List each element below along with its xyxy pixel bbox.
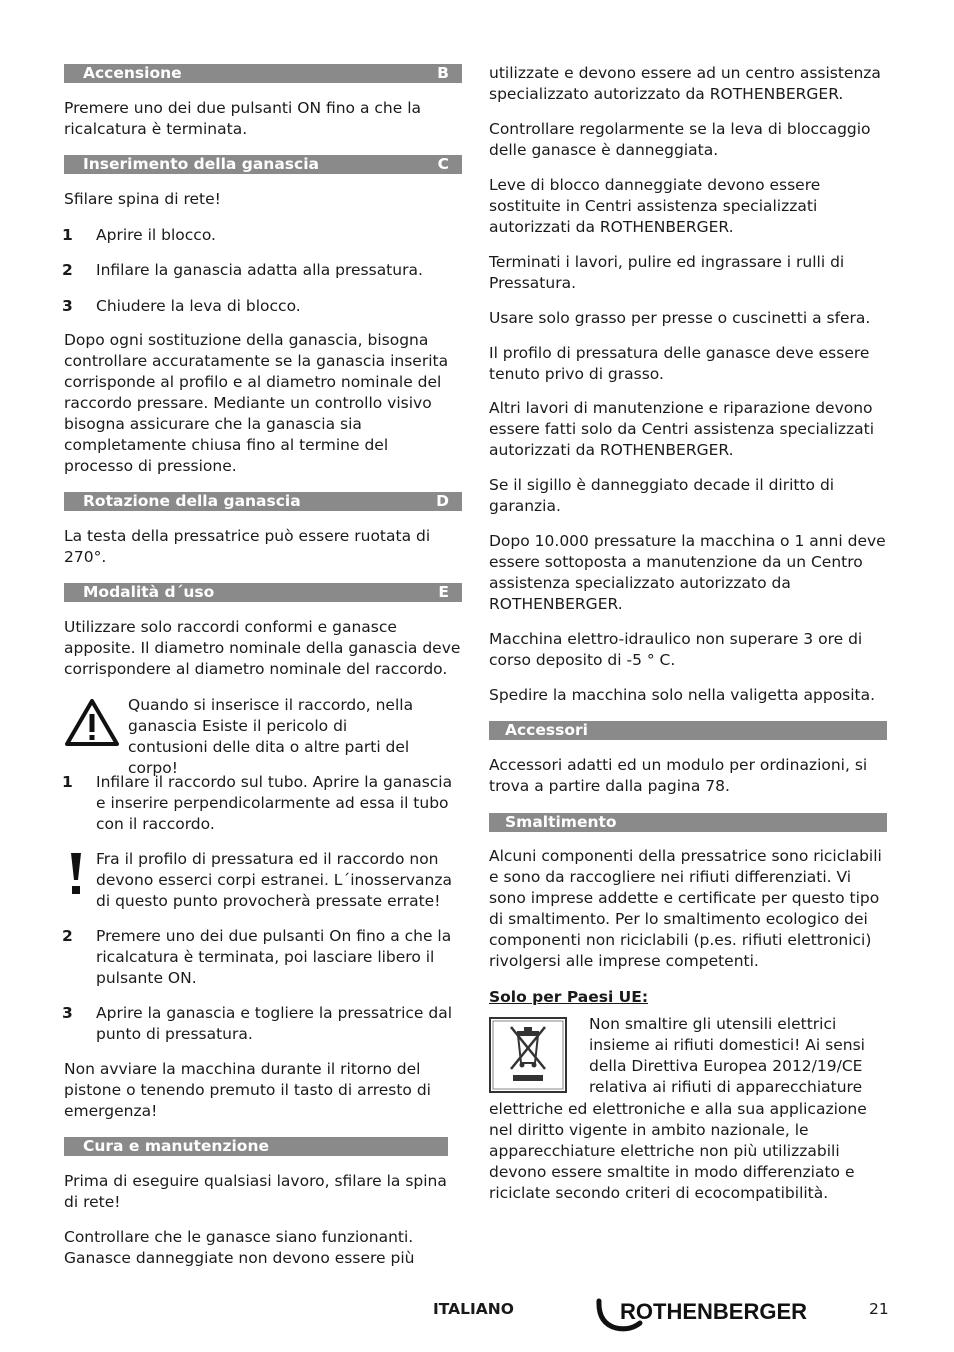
warning-text: Quando si inserisce il raccordo, nella ganascia Esiste il pericolo di contusioni delle dita o altre parti del corpo! (128, 696, 414, 777)
paragraph: Il profilo di pressatura delle ganasce deve essere tenuto privo di grasso. (489, 344, 870, 383)
warning-triangle-icon (64, 698, 120, 748)
section-header-accessori (489, 721, 887, 740)
step-text: Chiudere la leva di blocco. (96, 297, 301, 315)
eu-side-text: Non smaltire gli utensili elettrici insieme ai rifiuti domestici! Ai sensi della Direttiva Europea 2012/19/CE relativa ai rifiuti di apparecchiature (589, 1015, 865, 1096)
paragraph: Dopo ogni sostituzione della ganascia, bisogna controllare accuratamente se la ganascia inserita corrisponde al profilo e al diametro nominale del raccordo pressare. Mediante un controllo visivo bisogna assicurare che la ganascia sia completamente chiusa fino al termine del processo di pressione. (64, 331, 449, 475)
paragraph: Leve di blocco danneggiate devono essere sostituite in Centri assistenza specializzati autorizzati da ROTHENBERGER. (489, 176, 821, 236)
step-number: 3 (62, 1004, 73, 1022)
paragraph: Macchina elettro-idraulico non superare 3 ore di corso deposito di -5 ° C. (489, 630, 863, 669)
section-header-inserimento (64, 155, 462, 174)
section-title: Rotazione della ganascia (83, 492, 301, 510)
paragraph: La testa della pressatrice può essere ruotata di 270°. (64, 527, 431, 566)
section-header-smaltimento (489, 813, 887, 832)
brand-name: ROTHENBERGER (620, 1299, 808, 1324)
section-title: Accensione (83, 64, 182, 82)
eu-rest-text: elettriche ed elettroniche e alla sua applicazione nel diritto vigente in ambito nazionale, le apparecchiature elettriche non più utilizzabili devono essere smaltite in modo differenziato e riciclate secondo criteri di ecocompatibilità. (489, 1100, 867, 1202)
section-header-modalita (64, 583, 462, 602)
paragraph: Alcuni componenti della pressatrice sono riciclabili e sono da raccogliere nei rifiuti differenziati. Vi sono imprese addette e certificate per questo tipo di smaltimento. Per lo smaltimento ecologico dei componenti non riciclabili (p.es. rifiuti elettronici) rivolgersi alle imprese competenti. (489, 847, 882, 970)
footer-language: ITALIANO (433, 1300, 514, 1318)
section-title: Smaltimento (505, 813, 617, 831)
exclamation-icon (68, 852, 84, 896)
section-letter: C (437, 155, 449, 173)
step-number: 2 (62, 927, 73, 945)
step-text: Aprire il blocco. (96, 226, 216, 244)
paragraph: Dopo 10.000 pressature la macchina o 1 anni deve essere sottoposta a manutenzione da un Centro assistenza specializzato autorizzato da ROTHENBERGER. (489, 532, 886, 613)
section-title: Cura e manutenzione (83, 1137, 269, 1155)
step-text: Infilare la ganascia adatta alla pressatura. (96, 261, 423, 279)
section-header-rotazione (64, 492, 462, 511)
section-header-accensione (64, 64, 462, 83)
eu-heading: Solo per Paesi UE: (489, 988, 649, 1006)
paragraph: Terminati i lavori, pulire ed ingrassare i rulli di Pressatura. (489, 253, 845, 292)
weee-bin-icon (489, 1017, 567, 1093)
rothenberger-logo-icon (596, 1293, 836, 1333)
paragraph: Premere uno dei due pulsanti ON fino a che la ricalcatura è terminata. (64, 99, 421, 138)
section-letter: D (436, 492, 449, 510)
section-letter: B (437, 64, 449, 82)
paragraph: Se il sigillo è danneggiato decade il diritto di garanzia. (489, 476, 835, 515)
step-text: Aprire la ganascia e togliere la pressatrice dal punto di pressatura. (96, 1004, 453, 1043)
section-title: Inserimento della ganascia (83, 155, 319, 173)
step-text: Premere uno dei due pulsanti On fino a che la ricalcatura è terminata, poi lasciare libero il pulsante ON. (96, 927, 452, 987)
step-number: 2 (62, 261, 73, 279)
page-number: 21 (869, 1300, 889, 1318)
paragraph: Prima di eseguire qualsiasi lavoro, sfilare la spina di rete! (64, 1172, 447, 1211)
paragraph: Accessori adatti ed un modulo per ordinazioni, si trova a partire dalla pagina 78. (489, 756, 868, 795)
section-title: Accessori (505, 721, 588, 739)
paragraph: Controllare che le ganasce siano funzionanti. Ganasce danneggiate non devono essere più (64, 1228, 415, 1267)
paragraph: Controllare regolarmente se la leva di bloccaggio delle ganasce è danneggiata. (489, 120, 871, 159)
step-number: 1 (62, 773, 73, 791)
step-number: 3 (62, 297, 73, 315)
step-number: 1 (62, 226, 73, 244)
section-title: Modalità d´uso (83, 583, 215, 601)
paragraph: Sfilare spina di rete! (64, 190, 221, 208)
paragraph: Altri lavori di manutenzione e riparazione devono essere fatti solo da Centri assistenza specializzati autorizzati da ROTHENBERGER. (489, 399, 875, 459)
brand-logo (596, 1293, 836, 1339)
paragraph: Usare solo grasso per presse o cuscinetti a sfera. (489, 309, 871, 327)
note-text: Fra il profilo di pressatura ed il raccordo non devono esserci corpi estranei. L´inosservanza di questo punto provocherà pressate errate! (96, 850, 452, 910)
paragraph: Non avviare la macchina durante il ritorno del pistone o tenendo premuto il tasto di arresto di emergenza! (64, 1060, 431, 1120)
paragraph: utilizzate e devono essere ad un centro assistenza specializzato autorizzato da ROTHENBERGER. (489, 64, 881, 103)
section-header-cura (64, 1137, 448, 1156)
step-text: Infilare il raccordo sul tubo. Aprire la ganascia e inserire perpendicolarmente ad essa il tubo con il raccordo. (96, 773, 453, 833)
paragraph: Spedire la macchina solo nella valigetta apposita. (489, 686, 876, 704)
section-letter: E (438, 583, 449, 601)
paragraph: Utilizzare solo raccordi conformi e ganasce apposite. Il diametro nominale della ganascia deve corrispondere al diametro nominale del raccordo. (64, 618, 461, 678)
